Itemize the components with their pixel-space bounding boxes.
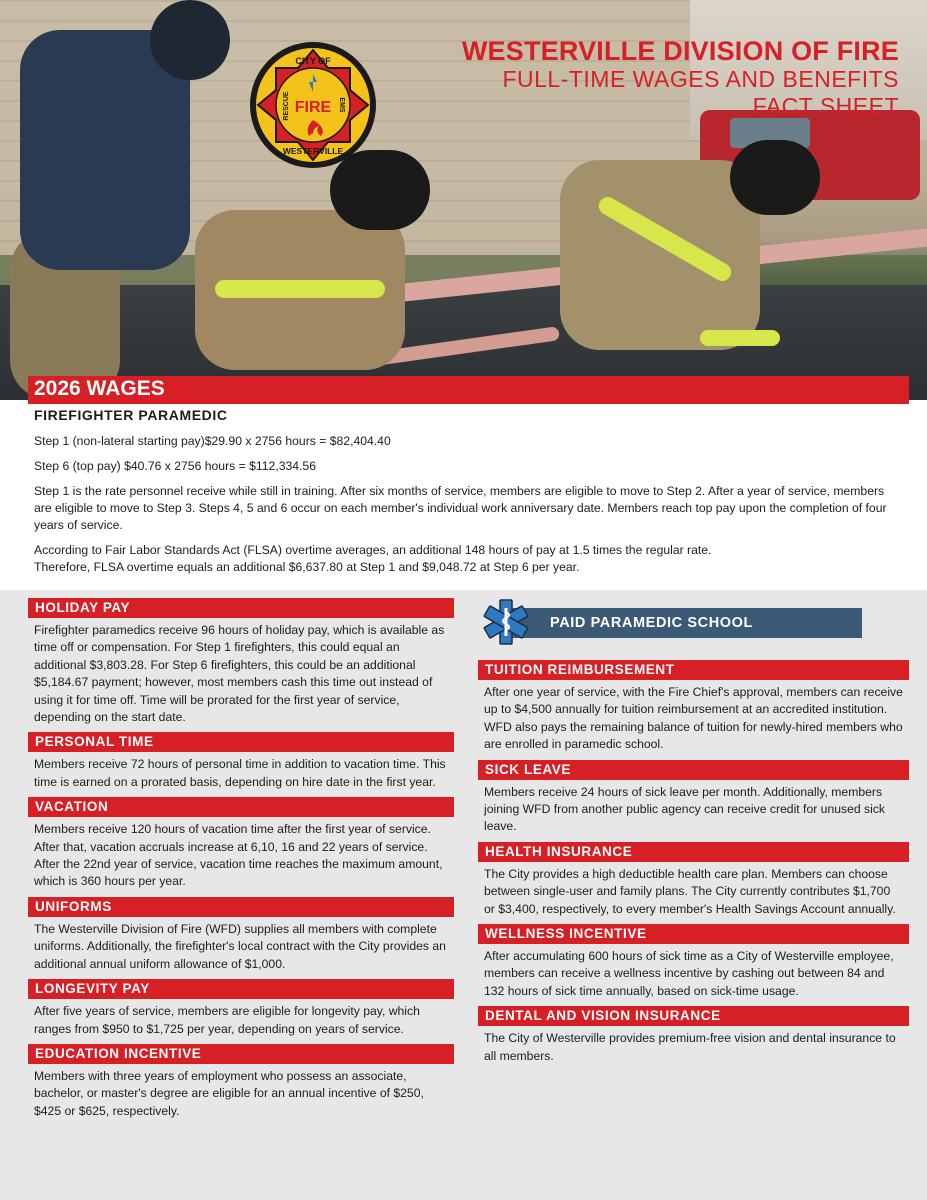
wages-heading-bar bbox=[28, 376, 909, 404]
section-body: The City of Westerville provides premium-free vision and dental insurance to all members. bbox=[484, 1031, 896, 1063]
section-body: After accumulating 600 hours of sick time as a City of Westerville employee, members can receive a wellness incentive by cashing out between 84 and 132 hours of sick time annually, based on sick-time usage. bbox=[484, 949, 894, 998]
benefit-section bbox=[478, 842, 909, 918]
benefit-section bbox=[478, 660, 909, 754]
page-title bbox=[462, 36, 899, 120]
section-body: Firefighter paramedics receive 96 hours of holiday pay, which is available as time off or compensation. For Step 1 firefighters, this could equal an additional $3,803.28. For Step 6 firefighters, this could be an additional $5,184.67 payment; however, most members cash this time out instead of using it for time off. Time will be prorated for the first year of service, depending on the start date. bbox=[34, 623, 445, 725]
section-title: HEALTH INSURANCE bbox=[478, 842, 909, 862]
wages-flsa-line1: According to Fair Labor Standards Act (FLSA) overtime averages, an additional 148 hours of pay at 1.5 times the regular rate. bbox=[34, 543, 712, 557]
wages-flsa-line2: Therefore, FLSA overtime equals an additional $6,637.80 at Step 1 and $9,048.72 at Step 6 per year. bbox=[34, 560, 580, 574]
section-body: The Westerville Division of Fire (WFD) supplies all members with complete uniforms. Additionally, the firefighter's local contract with the City provides an additional annual uniform allowance of $1,000. bbox=[34, 921, 446, 971]
section-body: Members with three years of employment who possess an associate, bachelor, or master's degree are eligible for an annual incentive of $250, $425 or $625, respectively. bbox=[34, 1068, 424, 1118]
title-line-1: WESTERVILLE DIVISION OF FIRE bbox=[461, 36, 899, 66]
star-of-life-icon bbox=[480, 596, 532, 648]
firefighter-crawling bbox=[560, 160, 760, 350]
logo-left-text: RESCUE bbox=[283, 91, 290, 121]
section-title: EDUCATION INCENTIVE bbox=[28, 1044, 454, 1064]
section-body: Members receive 24 hours of sick leave per month. Additionally, members joining WFD from another public agency can receive credit for unused sick leave. bbox=[484, 784, 886, 834]
benefit-section bbox=[478, 924, 909, 1000]
section-title: TUITION REIMBURSEMENT bbox=[478, 660, 909, 680]
wages-steps-description: Step 1 is the rate personnel receive while still in training. After six months of service, members are eligible to move to Step 2. After a year of service, members are eligible to move to Step 3. Steps 4, 5 and 6 occur on each member's individual work anniversary date. Members reach top pay upon the completion of four years of service. bbox=[34, 484, 887, 532]
westerville-fire-logo bbox=[248, 40, 378, 170]
wages-subheading: FIREFIGHTER PARAMEDIC bbox=[34, 407, 228, 423]
section-body: After five years of service, members are eligible for longevity pay, which ranges from $950 to $1,725 per year, depending on years of service. bbox=[34, 1004, 420, 1036]
paramedic-school-label: PAID PARAMEDIC SCHOOL bbox=[506, 608, 862, 638]
logo-right-text: EMS bbox=[338, 97, 345, 113]
benefit-section bbox=[28, 797, 454, 891]
section-title: HOLIDAY PAY bbox=[28, 598, 454, 618]
section-title: PERSONAL TIME bbox=[28, 732, 454, 752]
reflective-stripe bbox=[700, 330, 780, 346]
title-line-3: FACT SHEET bbox=[752, 93, 899, 119]
paramedic-school-banner bbox=[478, 598, 909, 654]
benefit-section bbox=[28, 598, 454, 726]
logo-top-text: CITY OF bbox=[295, 56, 331, 66]
firefighter-helmet bbox=[730, 140, 820, 215]
logo-bottom-text: WESTERVILLE bbox=[282, 146, 344, 156]
section-title: DENTAL AND VISION INSURANCE bbox=[478, 1006, 909, 1026]
section-body: Members receive 120 hours of vacation time after the first year of service. After that, vacation accruals increase at 6,10, 16 and 22 years of service. After the 22nd year of service, vacation time reaches the maximum amount, which is 360 hours per year. bbox=[34, 822, 443, 889]
section-title: SICK LEAVE bbox=[478, 760, 909, 780]
firefighter-standing-head bbox=[150, 0, 230, 80]
section-body: Members receive 72 hours of personal time in addition to vacation time. This time is earned on a prorated basis, depending on hire date in the first year. bbox=[34, 757, 446, 789]
title-line-2: FULL-TIME WAGES AND BENEFITS bbox=[502, 66, 899, 92]
section-title: WELLNESS INCENTIVE bbox=[478, 924, 909, 944]
reflective-stripe bbox=[215, 280, 385, 298]
benefit-section bbox=[478, 760, 909, 836]
logo-center-text: FIRE bbox=[294, 99, 332, 116]
section-title: VACATION bbox=[28, 797, 454, 817]
wages-step6: Step 6 (top pay) $40.76 x 2756 hours = $112,334.56 bbox=[34, 459, 316, 473]
section-body: After one year of service, with the Fire Chief's approval, members can receive up to $4,500 annually for tuition reimbursement at an accredited institution. WFD also pays the remaining balance of tuition for newly-hired members who are enrolled in paramedic school. bbox=[484, 685, 903, 752]
section-title: UNIFORMS bbox=[28, 897, 454, 917]
benefit-section bbox=[28, 979, 454, 1038]
benefit-section bbox=[478, 1006, 909, 1065]
benefit-section bbox=[28, 897, 454, 973]
benefits-left-column bbox=[28, 598, 454, 1126]
wages-step1: Step 1 (non-lateral starting pay)$29.90 x 2756 hours = $82,404.40 bbox=[34, 434, 391, 448]
wages-heading: 2026 WAGES bbox=[34, 377, 165, 400]
benefit-section bbox=[28, 732, 454, 791]
benefit-section bbox=[28, 1044, 454, 1120]
benefits-right-column bbox=[478, 598, 909, 1071]
section-title: LONGEVITY PAY bbox=[28, 979, 454, 999]
wages-section bbox=[34, 404, 904, 576]
section-body: The City provides a high deductible health care plan. Members can choose between single-user and family plans. The City currently contributes $1,700 or $3,400, respectively, to every member's Health Savings Account annually. bbox=[484, 866, 896, 916]
